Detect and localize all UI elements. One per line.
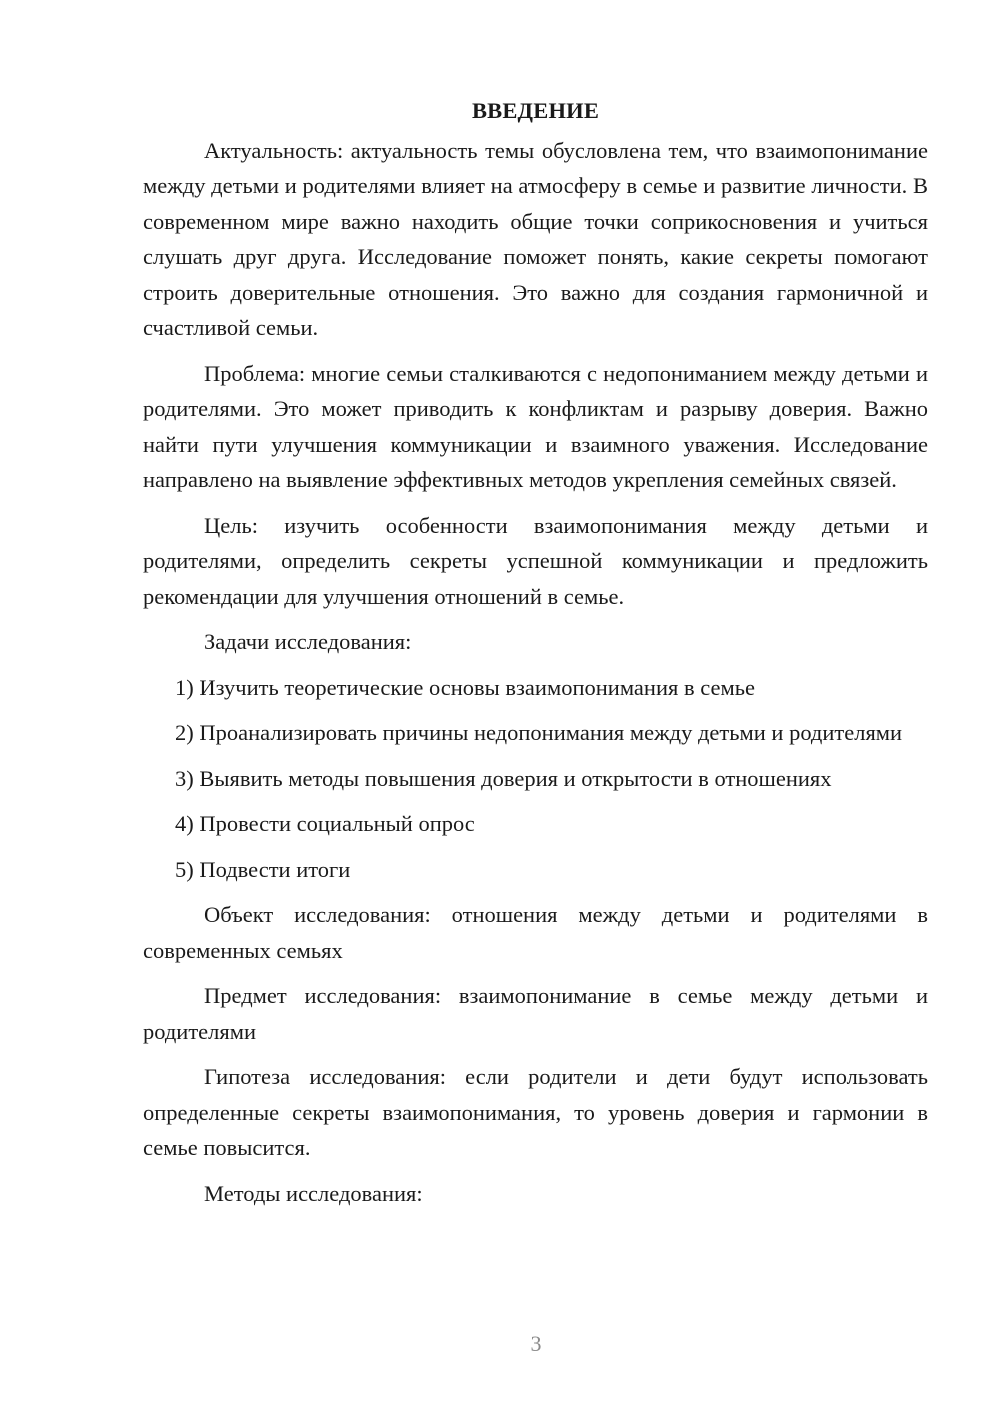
paragraph-hypothesis: Гипотеза исследования: если родители и дети будут использовать определенные секреты взаимопонимания, то уровень доверия и гармонии в семье повысится. bbox=[143, 1064, 928, 1160]
paragraph-problem: Проблема: многие семьи сталкиваются с недопониманием между детьми и родителями. Это может приводить к конфликтам и разрыву доверия. Важно найти пути улучшения коммуникации и взаимного уважения. Исследование направлено на выявление эффективных методов укрепления семейных связей. bbox=[143, 360, 928, 492]
task-item: 4) Провести социальный опрос bbox=[175, 811, 475, 836]
paragraph-object: Объект исследования: отношения между детьми и родителями в современных семьях bbox=[143, 902, 928, 963]
paragraph-relevance: Актуальность: актуальность темы обусловлена тем, что взаимопонимание между детьми и родителями влияет на атмосферу в семье и развитие личности. В современном мире важно находить общие точки соприкосновения и учиться слушать друг друга. Исследование поможет понять, какие секреты помогают строить доверительные отношения. Это важно для создания гармоничной и счастливой семьи. bbox=[143, 137, 928, 340]
task-item: 5) Подвести итоги bbox=[175, 856, 351, 882]
paragraph-methods: Методы исследования: bbox=[204, 1180, 423, 1206]
page-content bbox=[143, 93, 928, 1221]
paragraph-goal: Цель: изучить особенности взаимопонимания между детьми и родителями, определить секреты успешной коммуникации и предложить рекомендации для улучшения отношений в семье. bbox=[143, 512, 928, 609]
task-item: 2) Проанализировать причины недопонимания между детьми и родителями bbox=[175, 720, 903, 745]
paragraph-tasks-heading: Задачи исследования: bbox=[204, 629, 412, 654]
task-item: 1) Изучить теоретические основы взаимопонимания в семье bbox=[175, 674, 755, 700]
page-number: 3 bbox=[530, 1331, 542, 1356]
paragraph-subject: Предмет исследования: взаимопонимание в семье между детьми и родителями bbox=[143, 983, 928, 1044]
page-title: ВВЕДЕНИЕ bbox=[471, 98, 600, 123]
task-item: 3) Выявить методы повышения доверия и открытости в отношениях bbox=[175, 765, 832, 791]
